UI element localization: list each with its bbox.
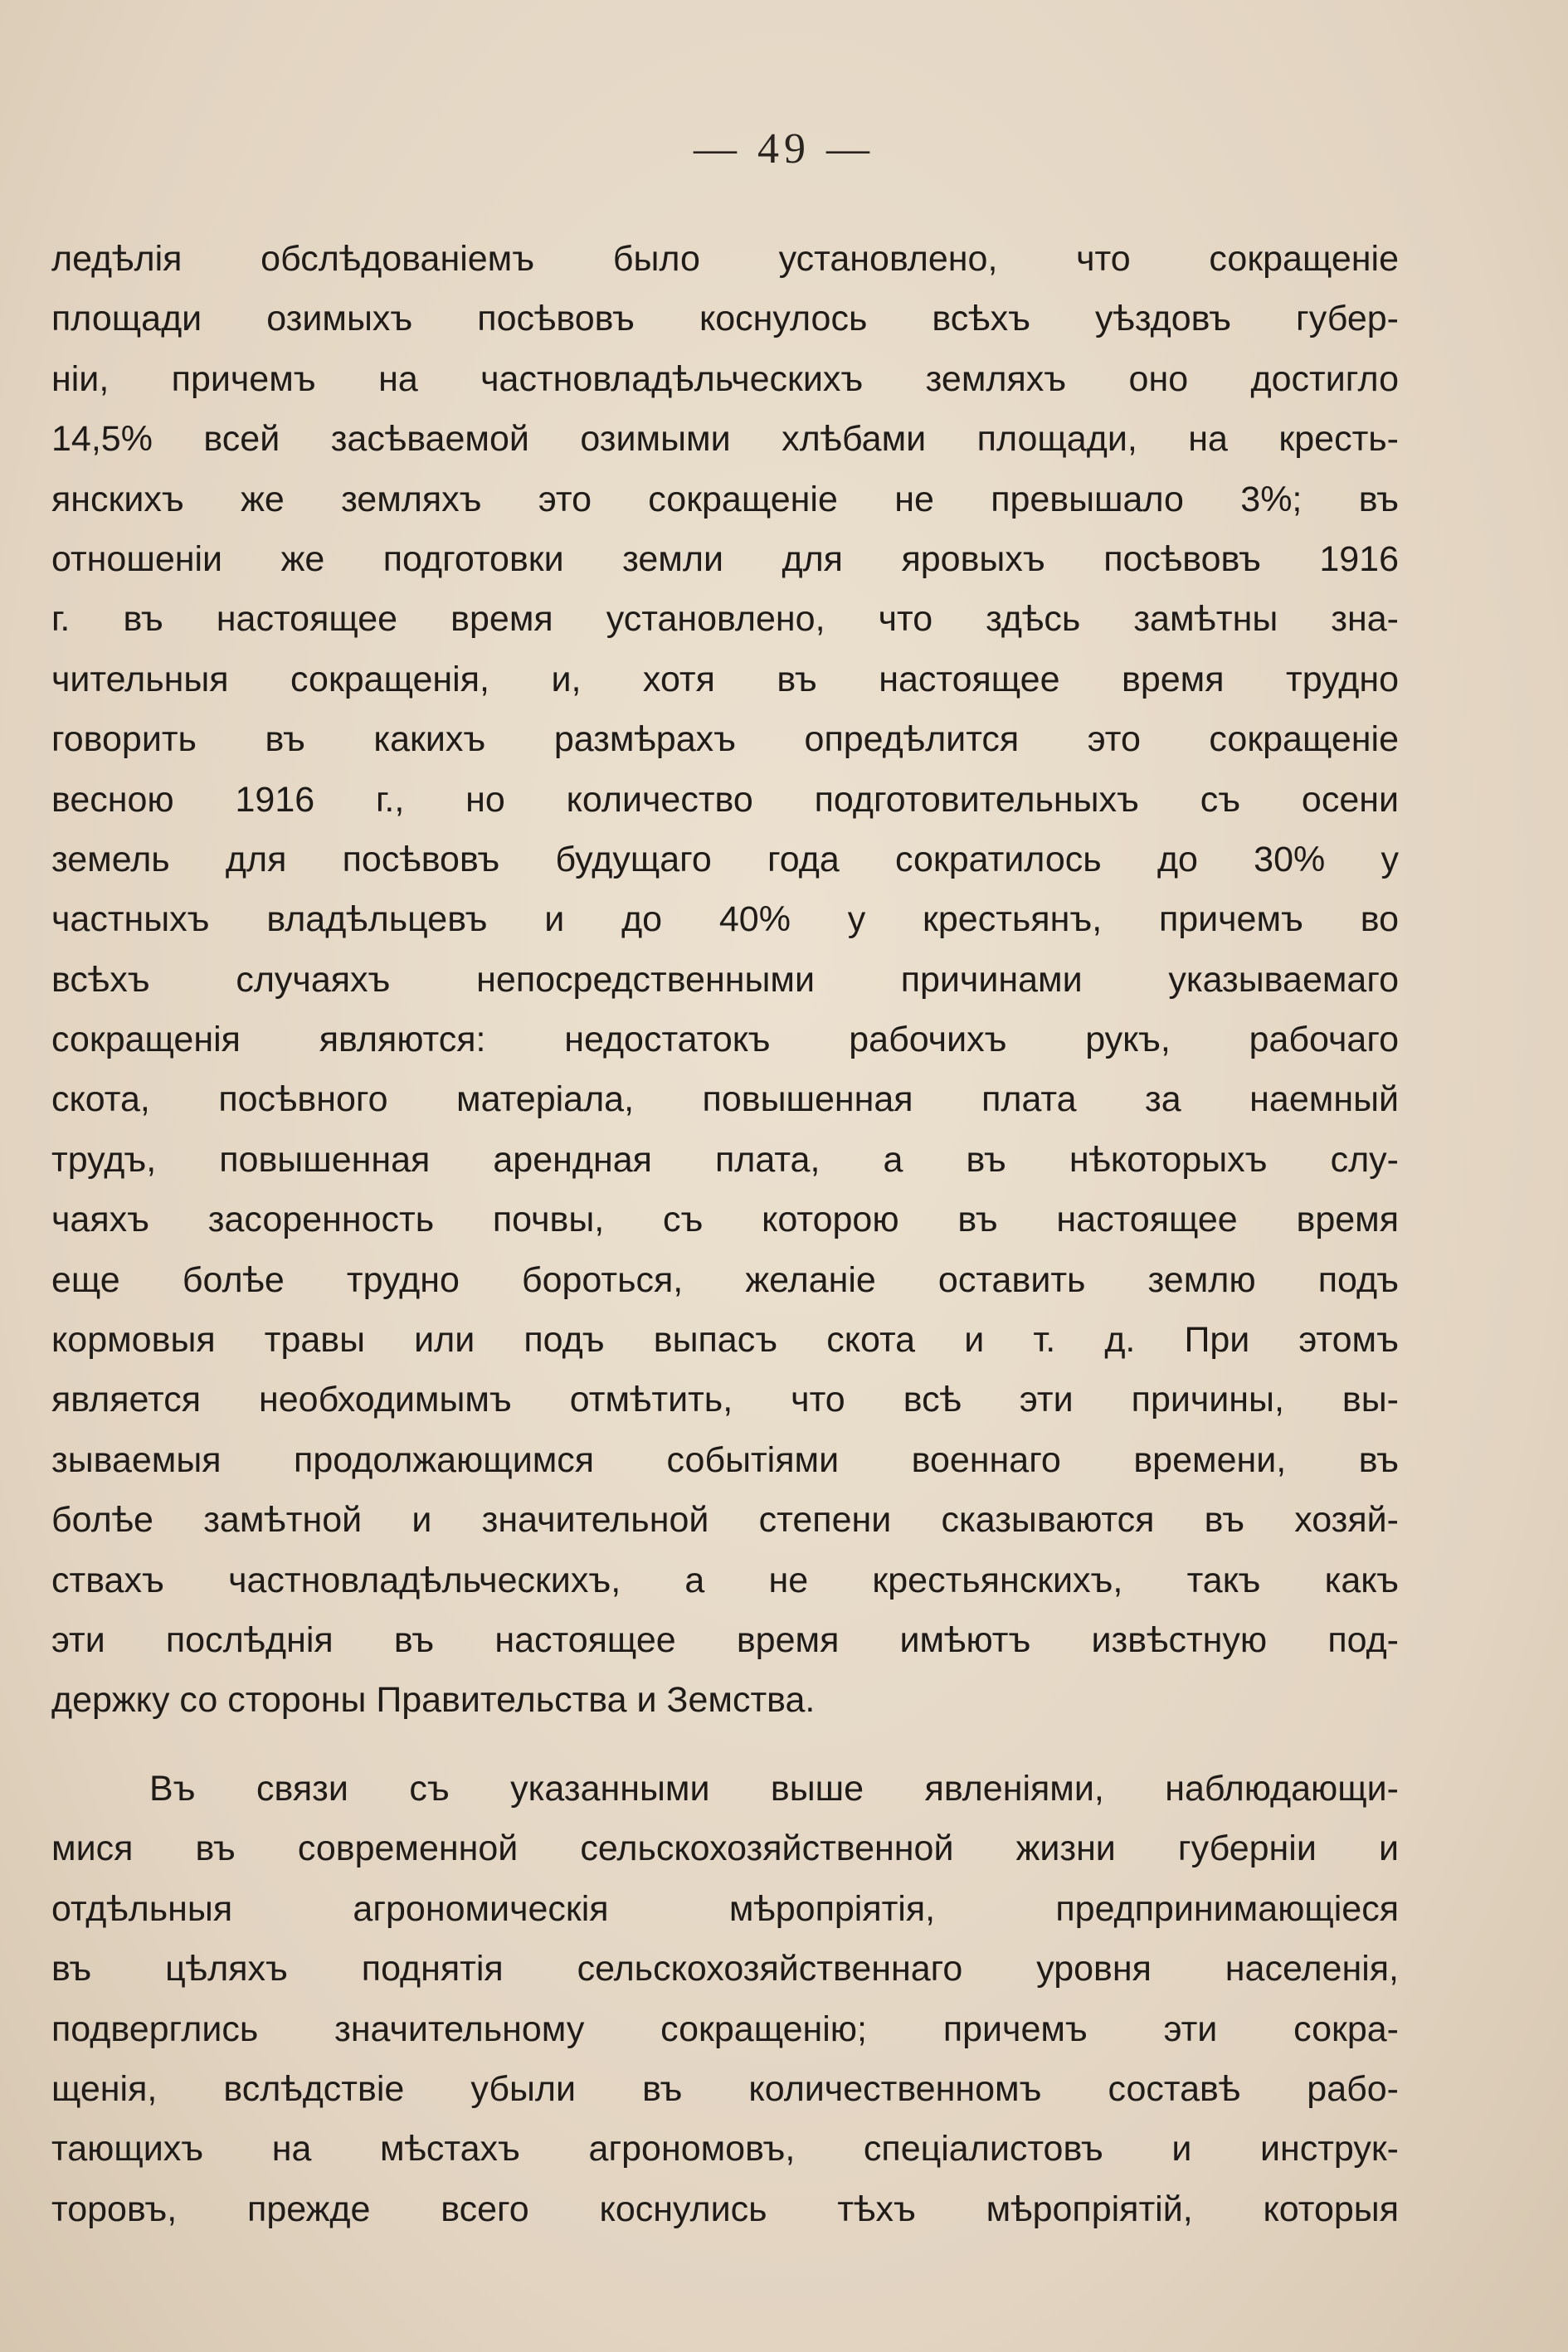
text-line: мися въ современной сельскохозяйственной жизни губерніи и [51, 1829, 1399, 1869]
text-line: скота, посѣвного матеріала, повышенная плата за наемный [51, 1079, 1399, 1120]
text-line: еще болѣе трудно бороться, желаніе оставить землю подъ [51, 1259, 1399, 1300]
text-line: 14,5% всей засѣваемой озимыми хлѣбами площади, на кресть- [51, 419, 1399, 460]
text-line: всѣхъ случаяхъ непосредственными причинами указываемаго [51, 959, 1399, 1000]
text-line: янскихъ же земляхъ это сокращеніе не превышало 3%; въ [51, 479, 1399, 519]
text-line: сокращенія являются: недостатокъ рабочихъ рукъ, рабочаго [51, 1020, 1399, 1060]
text-line: чительныя сокращенія, и, хотя въ настоящее время трудно [51, 659, 1399, 699]
text-line: отношеніи же подготовки земли для яровыхъ посѣвовъ 1916 [51, 538, 1399, 579]
text-line: весною 1916 г., но количество подготовительныхъ съ осени [51, 779, 1399, 820]
text-line: тающихъ на мѣстахъ агрономовъ, спеціалистовъ и инструк- [51, 2129, 1399, 2169]
text-line: въ цѣляхъ поднятія сельскохозяйственнаго уровня населенія, [51, 1949, 1399, 1989]
text-line: зываемыя продолжающимся событіями военнаго времени, въ [51, 1439, 1399, 1480]
text-line: Въ связи съ указанными выше явленіями, наблюдающи- [149, 1769, 1399, 1809]
text-line: ніи, причемъ на частновладѣльческихъ земляхъ оно достигло [51, 358, 1399, 399]
text-line: является необходимымъ отмѣтить, что всѣ эти причины, вы- [51, 1380, 1399, 1420]
text-line: подверглись значительному сокращенію; причемъ эти сокра- [51, 2009, 1399, 2049]
text-line: отдѣльныя агрономическія мѣропріятія, предпринимающіеся [51, 1888, 1399, 1929]
text-line: щенія, вслѣдствіе убыли въ количественномъ составѣ рабо- [51, 2068, 1399, 2109]
text-line: трудъ, повышенная арендная плата, а въ нѣкоторыхъ слу- [51, 1139, 1399, 1180]
text-line: торовъ, прежде всего коснулись тѣхъ мѣропріятій, которыя [51, 2189, 1399, 2229]
text-line: болѣе замѣтной и значительной степени сказываются въ хозяй- [51, 1500, 1399, 1541]
text-line: г. въ настоящее время установлено, что здѣсь замѣтны зна- [51, 599, 1399, 640]
text-line: ствахъ частновладѣльческихъ, а не крестьянскихъ, такъ какъ [51, 1560, 1399, 1600]
paragraph-1 [51, 229, 1399, 1731]
text-line: кормовыя травы или подъ выпасъ скота и т. д. При этомъ [51, 1320, 1399, 1361]
text-line: чаяхъ засоренность почвы, съ которою въ настоящее время [51, 1200, 1399, 1240]
text-line: ледѣлія обслѣдованіемъ было установлено, что сокращеніе [51, 239, 1399, 279]
text-line: эти послѣднія въ настоящее время имѣютъ извѣстную под- [51, 1619, 1399, 1660]
text-line: земель для посѣвовъ будущаго года сократилось до 30% у [51, 839, 1399, 879]
text-line: площади озимыхъ посѣвовъ коснулось всѣхъ уѣздовъ губер- [51, 299, 1399, 339]
page-number: — 49 — [694, 125, 874, 173]
text-line: частныхъ владѣльцевъ и до 40% у крестьянъ, причемъ во [51, 899, 1399, 940]
text-line: говорить въ какихъ размѣрахъ опредѣлится это сокращеніе [51, 719, 1399, 760]
paragraph-2 [51, 1759, 1399, 2239]
text-line: держку со стороны Правительства и Земства. [51, 1680, 816, 1721]
